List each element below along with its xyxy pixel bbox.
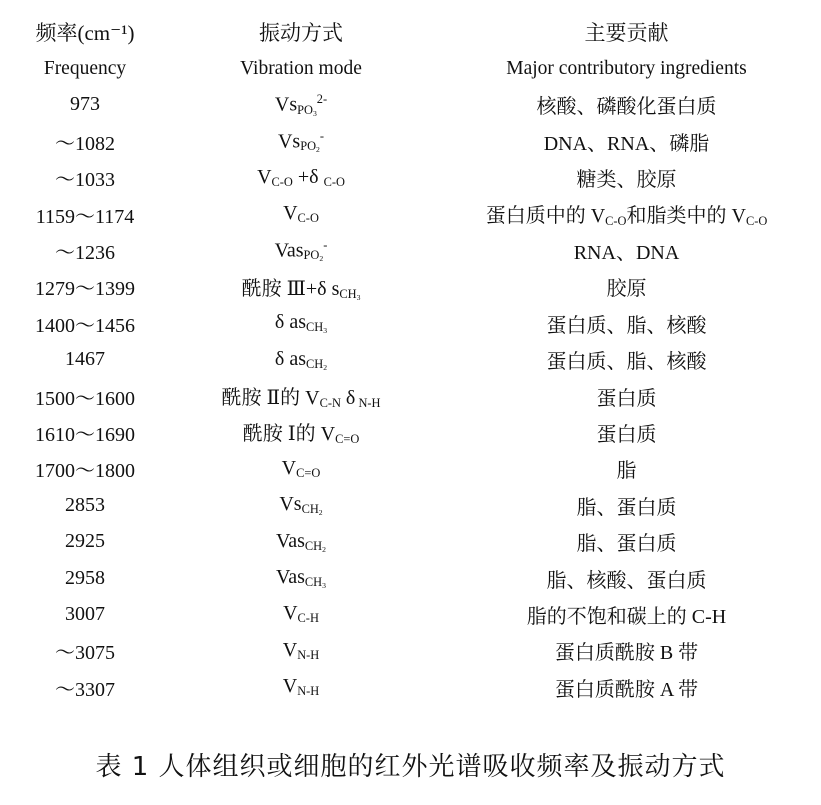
- header-row-english: [0, 50, 821, 86]
- vibration-mode-cell: $V_{C-O} +\delta$ $_{C-O}$: [257, 165, 345, 189]
- header-contribution-cn: 主要贡献: [584, 21, 669, 46]
- vibration-mode-cell: 酰胺 Ⅱ的 $V_{C-N}$ δ $_{N-H}$: [221, 387, 381, 411]
- vibration-mode-cell: $Vs_{PO_2}^-$: [277, 128, 325, 155]
- vibration-mode-cell: Vas$_{PO_2}$-: [274, 237, 328, 264]
- table-row: [0, 378, 821, 414]
- contribution-cell: 脂的不饱和碳上的 C-H: [526, 605, 727, 628]
- frequency-cell: 1279～1399: [35, 278, 135, 301]
- table-row: [0, 123, 821, 159]
- contribution-cell: DNA、RNA、磷脂: [543, 132, 710, 155]
- vibration-mode-cell: 酰胺 Ⅲ+δ $s_{CH_3}$: [241, 277, 361, 302]
- frequency-cell: 3007: [65, 602, 105, 625]
- contribution-cell: 蛋白质酰胺 B 带: [554, 642, 699, 665]
- vibration-mode-cell: $V_{C=O}$: [281, 456, 321, 480]
- contribution-cell: 脂: [616, 460, 637, 483]
- table-row: [0, 87, 821, 123]
- frequency-cell: ～1082: [55, 132, 115, 155]
- header-frequency-cn: 频率(cm⁻¹): [35, 21, 135, 46]
- frequency-cell: 1467: [65, 348, 105, 371]
- contribution-cell: 蛋白质酰胺 A 带: [554, 678, 699, 701]
- vibration-mode-cell: 酰胺 Ⅰ的 $V_{C=O}$: [242, 423, 360, 447]
- frequency-cell: ～1236: [55, 242, 115, 265]
- contribution-cell: 糖类、胶原: [576, 169, 677, 192]
- vibration-mode-cell: $V_{C-H}$: [283, 602, 319, 626]
- contribution-cell: 蛋白质: [596, 387, 657, 410]
- table-row: [0, 342, 821, 378]
- frequency-cell: ～3307: [55, 678, 115, 701]
- frequency-cell: 1500～1600: [35, 387, 135, 410]
- vibration-mode-cell: Vas$_{CH_2}$: [276, 529, 326, 554]
- frequency-cell: 2958: [65, 566, 105, 589]
- table-row: [0, 232, 821, 268]
- contribution-cell: 核酸、磷酸化蛋白质: [536, 96, 717, 119]
- contribution-cell: 蛋白质、脂、核酸: [546, 314, 707, 337]
- contribution-cell: 脂、蛋白质: [576, 496, 677, 519]
- contribution-cell: 蛋白质中的 $V_{C-O}$和脂类中的 $V_{C-O}$: [485, 205, 768, 229]
- table-row: [0, 487, 821, 523]
- frequency-cell: ～3075: [55, 642, 115, 665]
- header-row-chinese: [0, 14, 821, 50]
- vibration-mode-cell: Vas$_{CH_3}$: [276, 566, 326, 591]
- table-row: [0, 596, 821, 632]
- table-row: [0, 633, 821, 669]
- vibration-mode-cell: $V_{N-H}$: [282, 638, 320, 662]
- frequency-cell: 973: [70, 93, 100, 116]
- frequency-cell: 1400～1456: [35, 314, 135, 337]
- header-mode-en: Vibration mode: [240, 57, 362, 79]
- table-caption: 表 1 人体组织或细胞的红外光谱吸收频率及振动方式: [95, 752, 726, 782]
- ir-absorption-table: [0, 14, 821, 705]
- vibration-mode-cell: $V_{C-O}$: [283, 202, 319, 226]
- table-row: [0, 669, 821, 705]
- frequency-cell: 2925: [65, 530, 105, 553]
- contribution-cell: 胶原: [606, 278, 647, 301]
- contribution-cell: 脂、核酸、蛋白质: [546, 569, 707, 592]
- table-row: [0, 560, 821, 596]
- table-row: [0, 196, 821, 232]
- contribution-cell: 蛋白质、脂、核酸: [546, 351, 707, 374]
- contribution-cell: RNA、DNA: [573, 242, 680, 265]
- header-contribution-en: Major contributory ingredients: [506, 57, 747, 79]
- table-row: [0, 305, 821, 341]
- vibration-mode-cell: δ $as_{CH_2}$: [274, 347, 328, 372]
- vibration-mode-cell: $Vs_{CH_2}$: [279, 493, 323, 518]
- vibration-mode-cell: $V_{N-H}$: [282, 675, 320, 699]
- table-row: [0, 451, 821, 487]
- contribution-cell: 蛋白质: [596, 423, 657, 446]
- table-body: [0, 87, 821, 706]
- table-row: [0, 269, 821, 305]
- frequency-cell: 2853: [65, 493, 105, 516]
- vibration-mode-cell: $Vs_{PO_3}^{2-}$: [274, 92, 328, 118]
- vibration-mode-cell: δ $as_{CH_3}$: [274, 311, 328, 336]
- frequency-cell: 1700～1800: [35, 460, 135, 483]
- header-mode-cn: 振动方式: [259, 21, 343, 46]
- frequency-cell: ～1033: [55, 169, 115, 192]
- contribution-cell: 脂、蛋白质: [576, 533, 677, 556]
- header-frequency-en: Frequency: [43, 57, 127, 79]
- frequency-cell: 1610～1690: [35, 423, 135, 446]
- table-row: [0, 160, 821, 196]
- table-row: [0, 414, 821, 450]
- table-row: [0, 523, 821, 559]
- frequency-cell: 1159～1174: [35, 205, 135, 228]
